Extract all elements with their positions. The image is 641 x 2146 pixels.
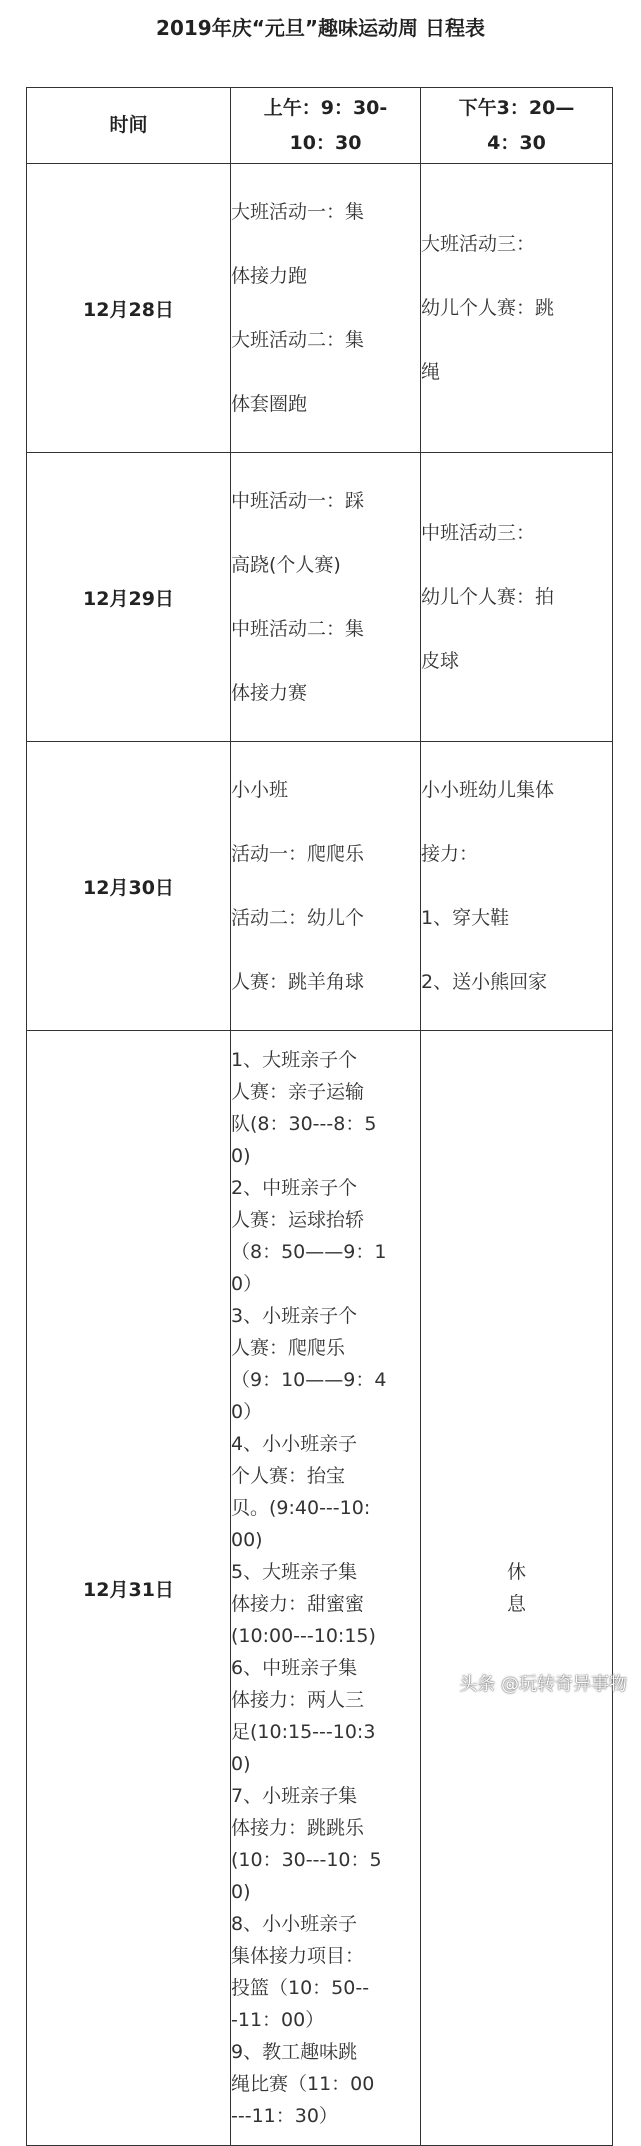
table-row — [27, 742, 613, 1031]
cell-line: 0) — [231, 1753, 251, 1775]
date-cell: 12月29日 — [27, 453, 231, 742]
afternoon-cell — [421, 164, 613, 453]
cell-line: 大班活动二：集 — [231, 329, 365, 351]
watermark: 头条 @玩转奇异事物 — [459, 1674, 627, 1695]
cell-line: 0) — [231, 1145, 251, 1167]
cell-line: 中班活动一：踩 — [231, 490, 365, 512]
cell-line: 2、中班亲子个 — [231, 1177, 358, 1199]
cell-line: 人赛：跳羊角球 — [231, 971, 365, 993]
cell-line: 活动一：爬爬乐 — [231, 843, 365, 865]
cell-line: （9：10——9：4 — [231, 1369, 387, 1391]
rest-cell: 休 息 — [421, 1031, 613, 2146]
cell-line: 体接力：甜蜜蜜 — [231, 1593, 365, 1615]
cell-line: 大班活动三： — [421, 233, 536, 255]
header-row — [27, 88, 613, 164]
cell-line: 00) — [231, 1529, 263, 1551]
cell-line: 中班活动三： — [421, 522, 536, 544]
table-row — [27, 453, 613, 742]
cell-line: 7、小班亲子集 — [231, 1785, 358, 1807]
cell-line: 8、小小班亲子 — [231, 1913, 358, 1935]
cell-line: 体接力：跳跳乐 — [231, 1817, 365, 1839]
cell-line: （8：50——9：1 — [231, 1241, 387, 1263]
cell-line: 体套圈跑 — [231, 393, 308, 415]
cell-line: 6、中班亲子集 — [231, 1657, 358, 1679]
cell-line: 中班活动二：集 — [231, 618, 365, 640]
afternoon-cell — [421, 742, 613, 1031]
cell-line: (10：30---10：5 — [231, 1849, 382, 1871]
table-row — [27, 1031, 613, 2146]
cell-line: 2、送小熊回家 — [421, 971, 548, 993]
header-afternoon: 下午3：20— 4：30 — [421, 88, 613, 164]
cell-line: 集体接力项目： — [231, 1945, 365, 1967]
cell-line: 小小班幼儿集体 — [421, 779, 555, 801]
morning-cell — [231, 164, 421, 453]
cell-line: 个人赛：抬宝 — [231, 1465, 346, 1487]
cell-line: 人赛：爬爬乐 — [231, 1337, 346, 1359]
cell-line: 高跷(个人赛) — [231, 554, 341, 576]
cell-line: 投篮（10：50-- — [231, 1977, 370, 1999]
cell-line: 小小班 — [231, 779, 289, 801]
cell-line: 9、教工趣味跳 — [231, 2041, 358, 2063]
date-cell: 12月30日 — [27, 742, 231, 1031]
cell-line: 1、穿大鞋 — [421, 907, 510, 929]
cell-line: 幼儿个人赛：跳 — [421, 297, 555, 319]
date-cell: 12月28日 — [27, 164, 231, 453]
cell-line: 体接力跑 — [231, 265, 308, 287]
cell-line: 5、大班亲子集 — [231, 1561, 358, 1583]
cell-line: 体接力：两人三 — [231, 1689, 365, 1711]
cell-line: 3、小班亲子个 — [231, 1305, 358, 1327]
cell-line: 人赛：运球抬轿 — [231, 1209, 365, 1231]
cell-line: 大班活动一：集 — [231, 201, 365, 223]
cell-line: 1、大班亲子个 — [231, 1049, 358, 1071]
afternoon-cell — [421, 453, 613, 742]
cell-line: 接力： — [421, 843, 479, 865]
cell-line: 0） — [231, 1401, 263, 1423]
cell-line: -11：00） — [231, 2009, 325, 2031]
cell-line: 绳比赛（11：00 — [231, 2073, 375, 2095]
page-title: 2019年庆“元旦”趣味运动周 日程表 — [156, 16, 485, 40]
morning-cell — [231, 453, 421, 742]
cell-line: 0) — [231, 1881, 251, 1903]
cell-line: (10:00---10:15) — [231, 1625, 376, 1647]
cell-line: 足(10:15---10:3 — [231, 1721, 376, 1743]
cell-line: 0） — [231, 1273, 263, 1295]
morning-cell — [231, 1031, 421, 2146]
morning-cell — [231, 742, 421, 1031]
cell-line: 队(8：30---8：5 — [231, 1113, 377, 1135]
cell-line: 4、小小班亲子 — [231, 1433, 358, 1455]
header-time: 时间 — [27, 88, 231, 164]
cell-line: 活动二：幼儿个 — [231, 907, 365, 929]
cell-line: 幼儿个人赛：拍 — [421, 586, 555, 608]
table-row — [27, 164, 613, 453]
cell-line: 人赛：亲子运输 — [231, 1081, 365, 1103]
cell-line: 皮球 — [421, 650, 460, 672]
cell-line: 绳 — [421, 361, 441, 383]
header-morning: 上午：9：30- 10：30 — [231, 88, 421, 164]
cell-line: 体接力赛 — [231, 682, 308, 704]
cell-line: ---11：30） — [231, 2105, 338, 2127]
cell-line: 贝。(9:40---10: — [231, 1497, 371, 1519]
date-cell: 12月31日 — [27, 1031, 231, 2146]
schedule-table — [26, 87, 613, 2146]
